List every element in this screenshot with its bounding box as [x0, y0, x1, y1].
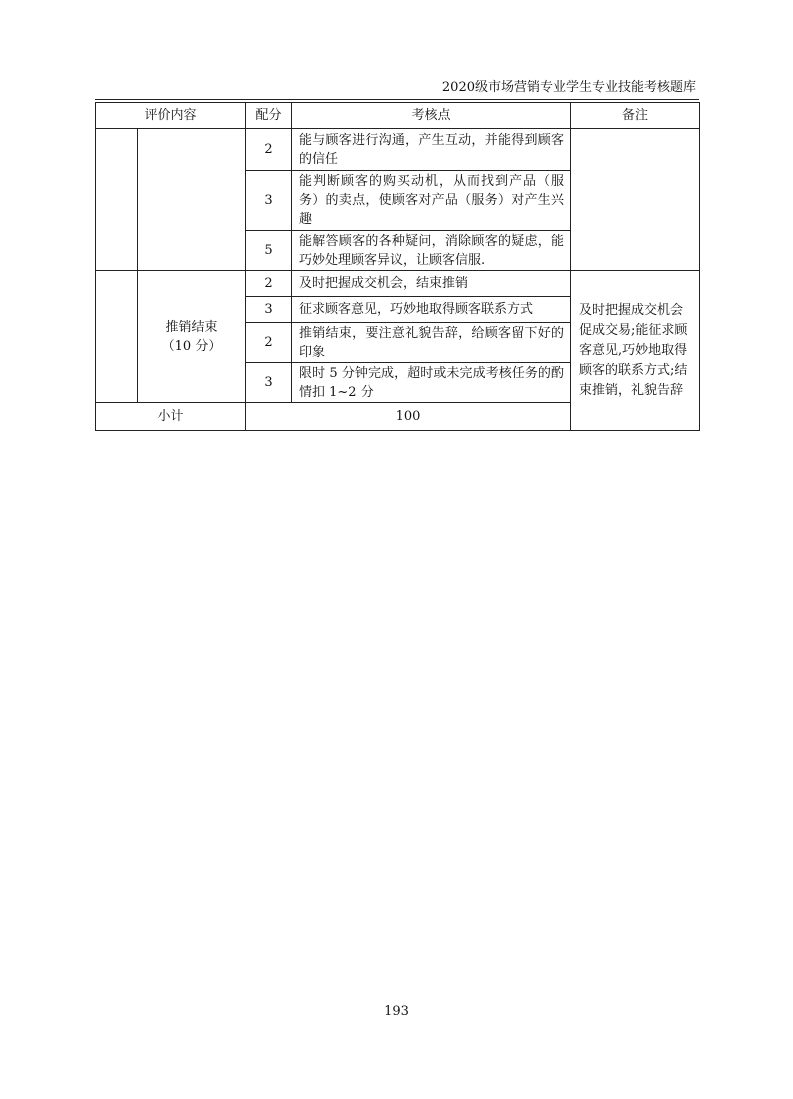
page-number: 193	[384, 1004, 409, 1019]
header-score: 配分	[246, 103, 292, 129]
score-cell: 3	[246, 171, 292, 231]
section-label-cell	[138, 271, 246, 403]
notes-cell-empty	[571, 129, 700, 271]
category-cell-empty	[96, 129, 138, 271]
point-cell: 能与顾客进行沟通，产生互动，并能得到顾客的信任	[292, 129, 571, 171]
category-cell-empty	[96, 271, 138, 403]
score-cell: 2	[246, 271, 292, 297]
point-cell: 限时 5 分钟完成，超时或未完成考核任务的酌情扣 1~2 分	[292, 363, 571, 403]
subtotal-label: 小计	[96, 403, 246, 431]
table-row	[96, 129, 700, 171]
header-notes: 备注	[571, 103, 700, 129]
score-cell: 3	[246, 297, 292, 323]
score-cell: 5	[246, 231, 292, 271]
running-header: 2020级市场营销专业学生专业技能考核题库	[441, 80, 696, 95]
section-sublabel: （10 分）	[161, 338, 222, 354]
score-cell: 2	[246, 323, 292, 363]
header-row	[96, 103, 700, 129]
section-note: 及时把握成交机会促成交易;能征求顾客意见,巧妙地取得顾客的联系方式;结束推销，礼貌告辞	[571, 271, 700, 431]
assessment-table	[95, 102, 700, 431]
point-cell: 推销结束，要注意礼貌告辞，给顾客留下好的印象	[292, 323, 571, 363]
header-points: 考核点	[292, 103, 571, 129]
subtotal-value: 100	[246, 403, 571, 431]
point-cell: 及时把握成交机会，结束推销	[292, 271, 571, 297]
score-cell: 3	[246, 363, 292, 403]
header-content: 评价内容	[96, 103, 246, 129]
point-cell: 能解答顾客的各种疑问，消除顾客的疑虑，能巧妙处理顾客异议，让顾客信服.	[292, 231, 571, 271]
section-label: 推销结束	[165, 319, 218, 335]
item-cell-empty	[138, 129, 246, 271]
point-cell: 能判断顾客的购买动机，从而找到产品（服务）的卖点，使顾客对产品（服务）对产生兴趣	[292, 171, 571, 231]
header-rule	[95, 99, 699, 100]
score-cell: 2	[246, 129, 292, 171]
point-cell: 征求顾客意见，巧妙地取得顾客联系方式	[292, 297, 571, 323]
table-row	[96, 271, 700, 297]
